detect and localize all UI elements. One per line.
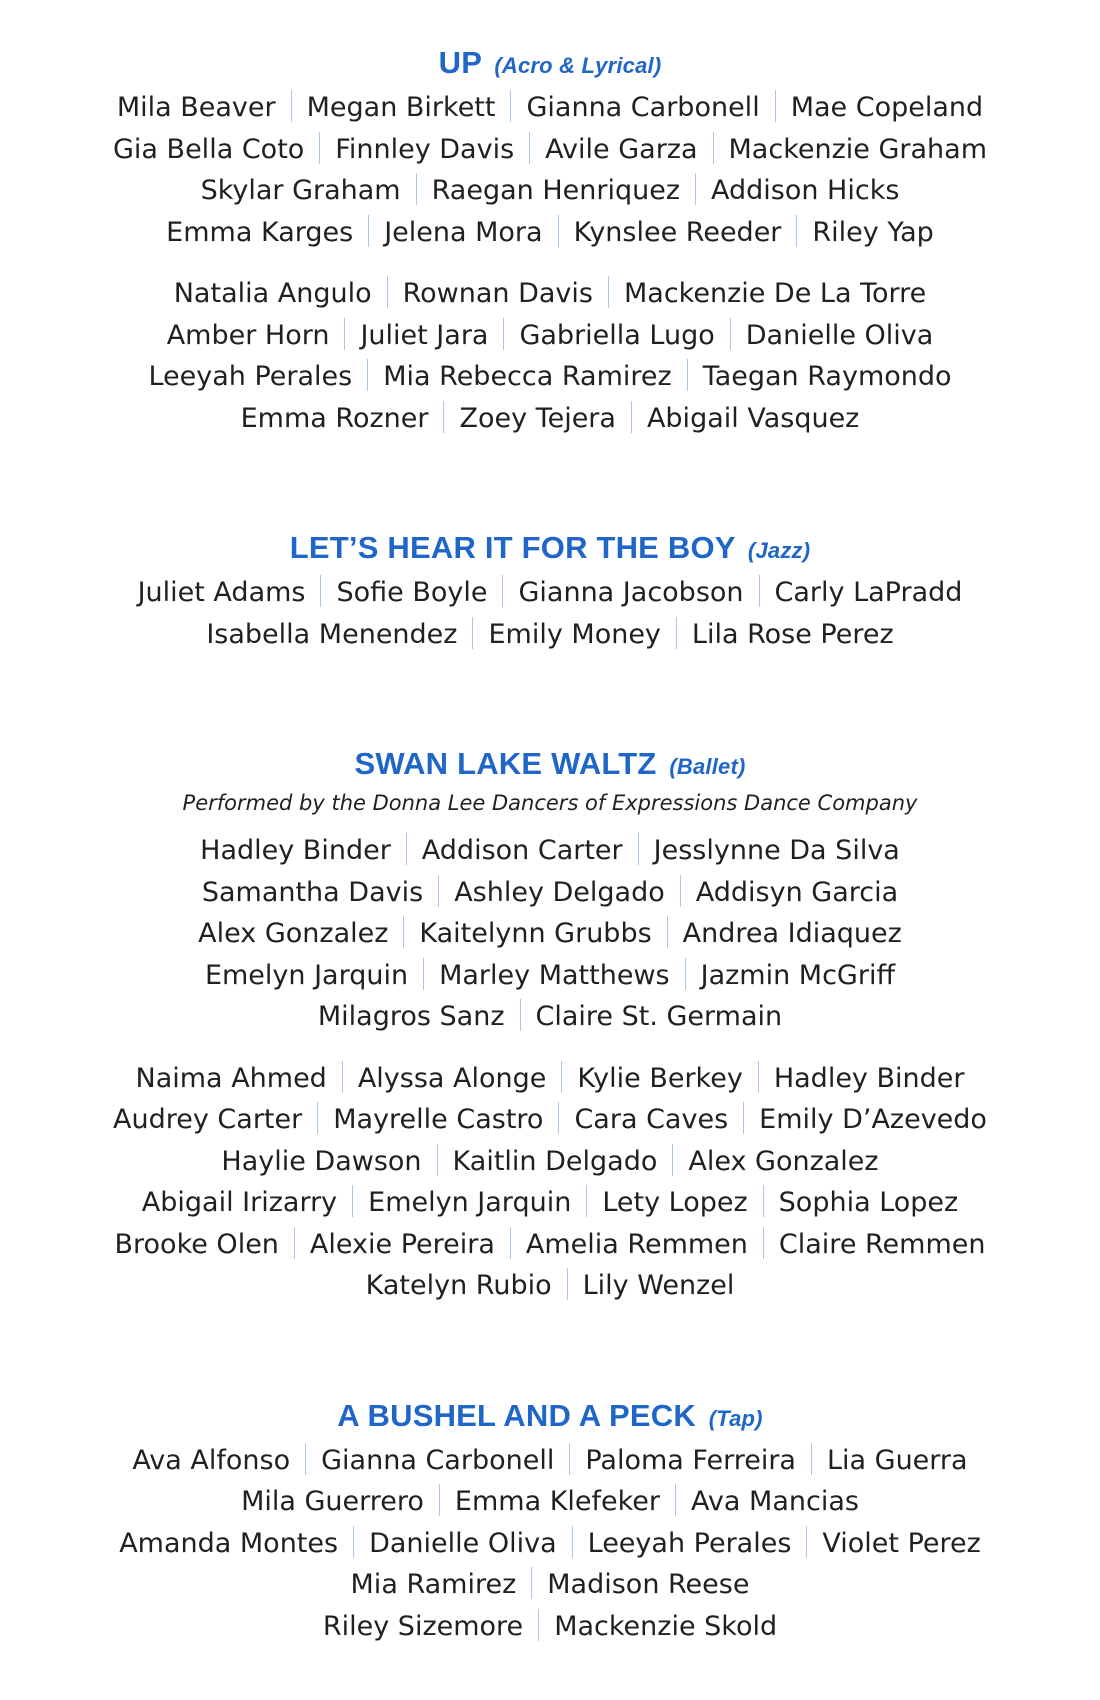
divider xyxy=(561,1061,562,1093)
section-subtitle: Performed by the Donna Lee Dancers of Expressions Dance Company xyxy=(182,791,918,815)
divider xyxy=(558,1102,559,1134)
divider xyxy=(558,215,559,247)
section-heading xyxy=(0,527,1100,572)
dancer-name: Addisyn Garcia xyxy=(695,876,899,908)
dancer-name: Andrea Idiaquez xyxy=(682,918,902,949)
dance-style: (Ballet) xyxy=(669,754,746,779)
divider xyxy=(759,575,760,607)
divider xyxy=(811,1443,812,1475)
dancer-name: Emily Money xyxy=(488,618,661,650)
dancer-name: Juliet Jara xyxy=(360,319,489,351)
dance-style: (Acro & Lyrical) xyxy=(494,53,662,78)
dancer-name: Gianna Carbonell xyxy=(321,1444,555,1476)
divider xyxy=(713,132,714,164)
dancer-name: Mackenzie Skold xyxy=(554,1610,778,1642)
divider xyxy=(472,617,473,649)
dancer-name: Raegan Henriquez xyxy=(431,175,680,206)
divider xyxy=(344,318,345,350)
dancer-name: Amber Horn xyxy=(166,319,330,351)
divider xyxy=(763,1227,764,1259)
dancer-name: Finnley Davis xyxy=(335,133,515,165)
dance-style: (Jazz) xyxy=(747,538,811,563)
dancer-name: Marley Matthews xyxy=(439,959,670,991)
divider xyxy=(510,1227,511,1259)
divider xyxy=(572,1526,573,1558)
dancer-name: Abigail Irizarry xyxy=(141,1187,338,1218)
dancer-name: Hadley Binder xyxy=(200,835,391,866)
dancer-group xyxy=(0,830,1100,1038)
divider xyxy=(305,1443,306,1475)
divider xyxy=(538,1609,539,1641)
dancer-name: Lia Guerra xyxy=(826,1444,968,1476)
dancer-name: Gabriella Lugo xyxy=(519,319,715,351)
dancer-name: Addison Carter xyxy=(421,835,623,866)
dancer-name: Emelyn Jarquin xyxy=(204,959,409,991)
dancer-name: Abigail Vasquez xyxy=(646,402,860,434)
dancer-line xyxy=(0,212,1100,254)
dancer-name: Mayrelle Castro xyxy=(333,1104,544,1135)
divider xyxy=(758,1061,759,1093)
dancer-name: Brooke Olen xyxy=(114,1228,279,1260)
divider xyxy=(319,132,320,164)
dancer-line xyxy=(0,1440,1100,1482)
divider xyxy=(439,1484,440,1516)
dancer-name: Ava Alfonso xyxy=(132,1444,291,1476)
divider xyxy=(317,1102,318,1134)
dancer-line xyxy=(0,1606,1100,1648)
dancer-name: Isabella Menendez xyxy=(206,618,458,650)
divider xyxy=(586,1185,587,1217)
dancer-name: Alyssa Alonge xyxy=(357,1062,547,1094)
dancer-name: Riley Yap xyxy=(812,216,934,248)
dancer-group xyxy=(0,572,1100,655)
dancer-name: Carly LaPradd xyxy=(774,577,963,608)
dance-style: (Tap) xyxy=(708,1405,763,1431)
divider xyxy=(569,1443,570,1475)
divider xyxy=(763,1185,764,1217)
dancer-name: Amanda Montes xyxy=(119,1527,339,1559)
divider xyxy=(676,617,677,649)
dancer-name: Lila Rose Perez xyxy=(691,618,894,650)
dancer-name: Skylar Graham xyxy=(200,175,401,206)
divider xyxy=(320,575,321,607)
dancer-name: Riley Sizemore xyxy=(322,1610,524,1642)
dancer-name: Zoey Tejera xyxy=(459,402,616,434)
dance-section xyxy=(0,743,1100,1307)
dancer-name: Leeyah Perales xyxy=(587,1527,792,1559)
dance-title: SWAN LAKE WALTZ xyxy=(354,746,657,781)
dancer-name: Mackenzie Graham xyxy=(728,133,987,165)
dancer-name: Audrey Carter xyxy=(113,1104,303,1135)
section-heading xyxy=(0,743,1100,788)
dancer-name: Samantha Davis xyxy=(201,876,424,908)
dancer-group xyxy=(0,273,1100,439)
dancer-name: Mila Beaver xyxy=(116,92,276,123)
divider xyxy=(502,575,503,607)
dancer-name: Kylie Berkey xyxy=(577,1062,743,1094)
dancer-group xyxy=(0,87,1100,253)
dancer-line xyxy=(0,273,1100,315)
dancer-name: Emma Rozner xyxy=(240,402,429,434)
dance-title: A BUSHEL AND A PECK xyxy=(337,1397,696,1433)
dancer-line xyxy=(0,614,1100,656)
dancer-line xyxy=(0,356,1100,398)
divider xyxy=(294,1227,295,1259)
dancer-name: Lily Wenzel xyxy=(582,1270,735,1301)
divider xyxy=(367,359,368,391)
dancer-name: Violet Perez xyxy=(822,1527,981,1559)
divider xyxy=(423,958,424,990)
dancer-name: Jelena Mora xyxy=(384,216,543,248)
dancer-name: Taegan Raymondo xyxy=(702,361,952,392)
dancer-name: Megan Birkett xyxy=(306,92,496,123)
dance-section xyxy=(0,42,1100,439)
divider xyxy=(695,173,696,205)
dancer-name: Claire Remmen xyxy=(778,1228,986,1260)
divider xyxy=(503,318,504,350)
divider xyxy=(567,1268,568,1300)
divider xyxy=(743,1102,744,1134)
dancer-line xyxy=(0,1058,1100,1100)
dancer-line xyxy=(0,129,1100,171)
dancer-name: Emily D’Azevedo xyxy=(759,1104,987,1135)
divider xyxy=(438,875,439,907)
dancer-name: Naima Ahmed xyxy=(135,1062,327,1094)
dancer-line xyxy=(0,830,1100,872)
dancer-name: Mackenzie De La Torre xyxy=(623,278,927,309)
divider xyxy=(520,999,521,1031)
dancer-name: Sofie Boyle xyxy=(336,577,488,608)
divider xyxy=(403,916,404,948)
divider xyxy=(796,215,797,247)
dancer-line xyxy=(0,1224,1100,1266)
dancer-name: Gianna Jacobson xyxy=(518,577,744,608)
dancer-line xyxy=(0,872,1100,914)
dancer-name: Kaitelynn Grubbs xyxy=(419,918,652,949)
dancer-name: Sophia Lopez xyxy=(778,1187,959,1218)
dancer-name: Madison Reese xyxy=(547,1569,750,1600)
dancer-line xyxy=(0,315,1100,357)
section-heading xyxy=(0,42,1100,87)
dance-title: UP xyxy=(438,45,482,80)
dancer-name: Amelia Remmen xyxy=(525,1228,748,1260)
dancer-line xyxy=(0,87,1100,129)
dancer-name: Milagros Sanz xyxy=(317,1001,505,1032)
divider xyxy=(675,1484,676,1516)
dancer-name: Haylie Dawson xyxy=(221,1145,422,1177)
dancer-name: Emelyn Jarquin xyxy=(368,1187,572,1218)
dancer-name: Cara Caves xyxy=(574,1104,729,1135)
dancer-name: Natalia Angulo xyxy=(173,278,372,309)
dancer-name: Addison Hicks xyxy=(711,175,900,206)
divider xyxy=(352,1185,353,1217)
divider xyxy=(443,401,444,433)
dancer-name: Kaitlin Delgado xyxy=(452,1145,658,1177)
dancer-name: Gia Bella Coto xyxy=(113,133,305,165)
divider xyxy=(353,1526,354,1558)
dancer-name: Paloma Ferreira xyxy=(585,1444,796,1476)
dancer-name: Emma Karges xyxy=(166,216,354,248)
dancer-name: Kynslee Reeder xyxy=(573,216,782,248)
dancer-name: Claire St. Germain xyxy=(535,1001,783,1032)
divider xyxy=(685,958,686,990)
divider xyxy=(291,90,292,122)
dancer-name: Katelyn Rubio xyxy=(365,1270,552,1301)
section-heading xyxy=(0,1395,1100,1440)
dancer-line xyxy=(0,1265,1100,1307)
dancer-name: Jesslynne Da Silva xyxy=(653,835,900,866)
divider xyxy=(667,916,668,948)
dancer-group xyxy=(0,1440,1100,1648)
dancer-line xyxy=(0,1141,1100,1183)
dancer-name: Gianna Carbonell xyxy=(526,92,760,123)
divider xyxy=(529,132,530,164)
dance-title: LET’S HEAR IT FOR THE BOY xyxy=(289,530,736,565)
divider xyxy=(387,276,388,308)
divider xyxy=(680,875,681,907)
divider xyxy=(406,833,407,865)
dancer-name: Mia Ramirez xyxy=(350,1569,517,1600)
divider xyxy=(775,90,776,122)
divider xyxy=(608,276,609,308)
dancer-name: Rownan Davis xyxy=(402,278,593,309)
divider xyxy=(437,1144,438,1176)
dancer-name: Emma Klefeker xyxy=(454,1486,661,1517)
divider xyxy=(730,318,731,350)
dancer-name: Danielle Oliva xyxy=(745,319,934,351)
divider xyxy=(416,173,417,205)
divider xyxy=(687,359,688,391)
dancer-line xyxy=(0,1099,1100,1141)
dancer-name: Alex Gonzalez xyxy=(198,918,389,949)
dancer-name: Mia Rebecca Ramirez xyxy=(383,361,672,392)
dancer-line xyxy=(0,398,1100,440)
dancer-name: Ava Mancias xyxy=(691,1486,859,1517)
divider xyxy=(638,833,639,865)
dancer-name: Lety Lopez xyxy=(602,1187,748,1218)
dancer-name: Ashley Delgado xyxy=(454,876,665,908)
dancer-name: Alex Gonzalez xyxy=(688,1145,879,1177)
dancer-name: Leeyah Perales xyxy=(148,361,353,392)
divider xyxy=(342,1061,343,1093)
dance-section xyxy=(0,1395,1100,1648)
dance-section xyxy=(0,527,1100,655)
dancer-name: Jazmin McGriff xyxy=(700,959,896,991)
dancer-name: Hadley Binder xyxy=(773,1062,965,1094)
dancer-name: Avile Garza xyxy=(545,133,698,165)
dancer-line xyxy=(0,955,1100,997)
dancer-name: Alexie Pereira xyxy=(309,1228,495,1260)
divider xyxy=(672,1144,673,1176)
dancer-line xyxy=(0,1182,1100,1224)
dancer-group xyxy=(0,1058,1100,1307)
dancer-line xyxy=(0,996,1100,1038)
dancer-line xyxy=(0,572,1100,614)
divider xyxy=(631,401,632,433)
dancer-name: Mila Guerrero xyxy=(241,1486,424,1517)
dancer-line xyxy=(0,170,1100,212)
dancer-name: Juliet Adams xyxy=(137,577,306,608)
dancer-line xyxy=(0,1564,1100,1606)
dancer-line xyxy=(0,1481,1100,1523)
divider xyxy=(806,1526,807,1558)
divider xyxy=(531,1567,532,1599)
dancer-name: Mae Copeland xyxy=(790,92,984,123)
divider xyxy=(510,90,511,122)
dancer-line xyxy=(0,913,1100,955)
dancer-line xyxy=(0,1523,1100,1565)
dancer-name: Danielle Oliva xyxy=(369,1527,557,1559)
divider xyxy=(368,215,369,247)
